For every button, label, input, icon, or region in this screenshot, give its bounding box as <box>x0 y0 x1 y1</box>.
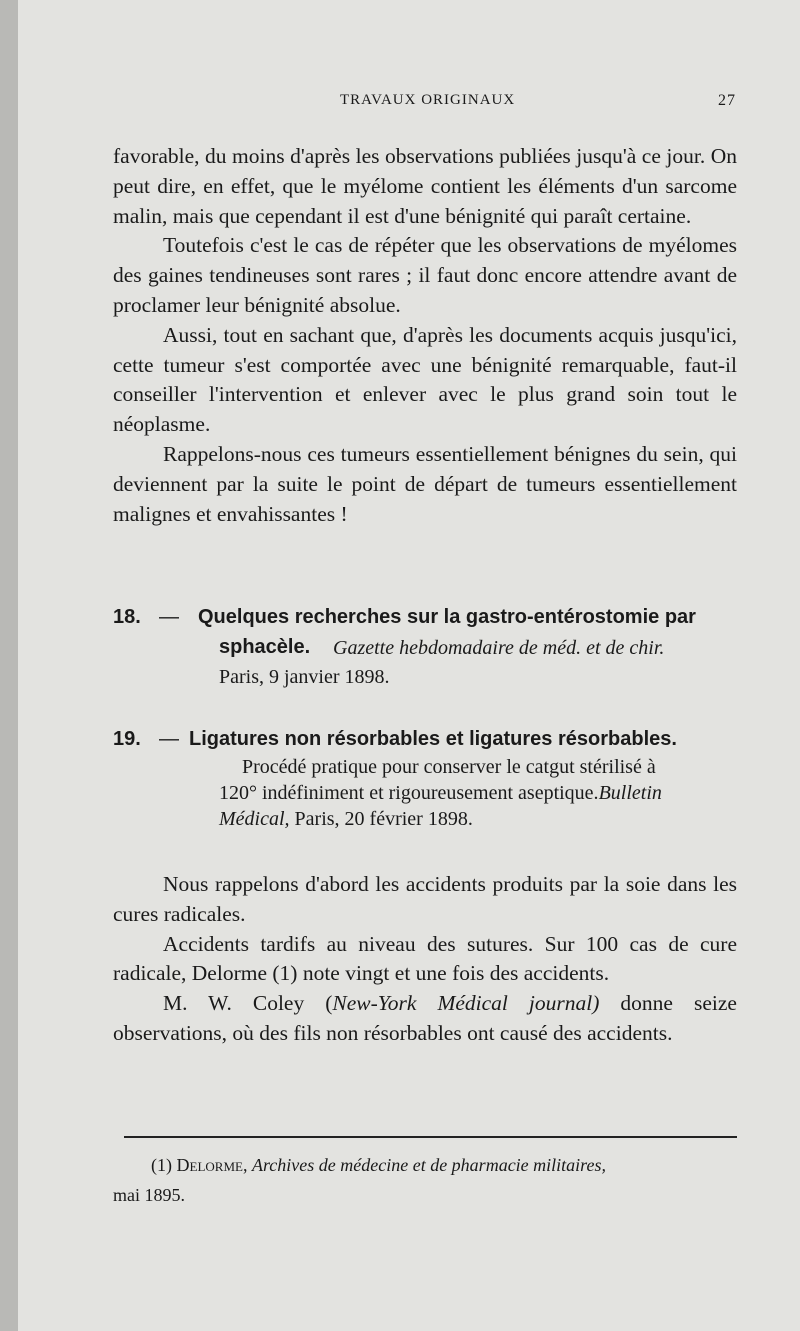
entry-title: sphacèle. <box>219 636 311 658</box>
entry-number: 18. <box>113 606 141 628</box>
paragraph: favorable, du moins d'après les observations publiées jusqu'à ce jour. On peut dire, en effet, que le myélome contient les éléments d'un sarcome malin, mais que cependant il est d'une bénignité qui paraît certaine. <box>113 144 737 228</box>
entry-title: Quelques recherches sur la gastro-entérostomie par <box>198 606 696 628</box>
entry-dash: — <box>159 728 179 750</box>
entry-description: Procédé pratique pour conserver le catgut stérilisé à <box>242 756 656 778</box>
entry-journal: Gazette hebdomadaire de méd. et de chir. <box>333 637 665 659</box>
page-edge <box>0 0 18 1331</box>
paragraph: Aussi, tout en sachant que, d'après les documents acquis jusqu'ici, cette tumeur s'est comportée avec une bénignité remarquable, faut-il conseiller l'intervention et enlever avec le plus grand soin tout le néoplasme. <box>113 322 737 437</box>
footnote: (1) Delorme, Archives de médecine et de pharmacie militaires, mai 1895. <box>113 1155 607 1205</box>
paragraph: Nous rappelons d'abord les accidents produits par la soie dans les cures radicales. <box>113 872 737 926</box>
page-number: 27 <box>718 92 736 109</box>
bibliography-entry-18 <box>113 606 741 686</box>
entry-source: Médical, Paris, 20 février 1898. <box>219 808 473 830</box>
body-text-top <box>113 142 737 529</box>
body-text-bottom <box>113 870 737 1049</box>
bibliography-entry-19 <box>113 728 741 838</box>
entry-number: 19. <box>113 728 141 750</box>
paragraph: Accidents tardifs au niveau des sutures. Sur 100 cas de cure radicale, Delorme (1) note vingt et une fois des accidents. <box>113 931 737 986</box>
running-header <box>0 92 800 116</box>
footnote-author: Delorme, <box>176 1155 248 1175</box>
footnote-journal: Archives de médecine et de pharmacie militaires, <box>251 1155 607 1175</box>
header-title: TRAVAUX ORIGINAUX <box>340 92 516 108</box>
entry-title: Ligatures non résorbables et ligatures résorbables. <box>189 728 677 750</box>
paragraph: Toutefois c'est le cas de répéter que les observations de myélomes des gaines tendineuses sont rares ; il faut donc encore attendre avant de proclamer leur bénignité absolue. <box>113 233 737 317</box>
footnote-date: mai 1895. <box>113 1185 185 1205</box>
footnote-rule <box>124 1136 737 1138</box>
paragraph: M. W. Coley (New-York Médical journal) donne seize observations, où des fils non résorbables ont causé des accidents. <box>113 991 737 1045</box>
paragraph: Rappelons-nous ces tumeurs essentiellement bénignes du sein, qui deviennent par la suite le point de départ de tumeurs essentiellement malignes et envahissantes ! <box>113 441 737 526</box>
entry-dash: — <box>159 606 179 628</box>
entry-source: Paris, 9 janvier 1898. <box>219 666 390 688</box>
entry-description: 120° indéfiniment et rigoureusement aseptique.Bulletin <box>219 782 662 804</box>
